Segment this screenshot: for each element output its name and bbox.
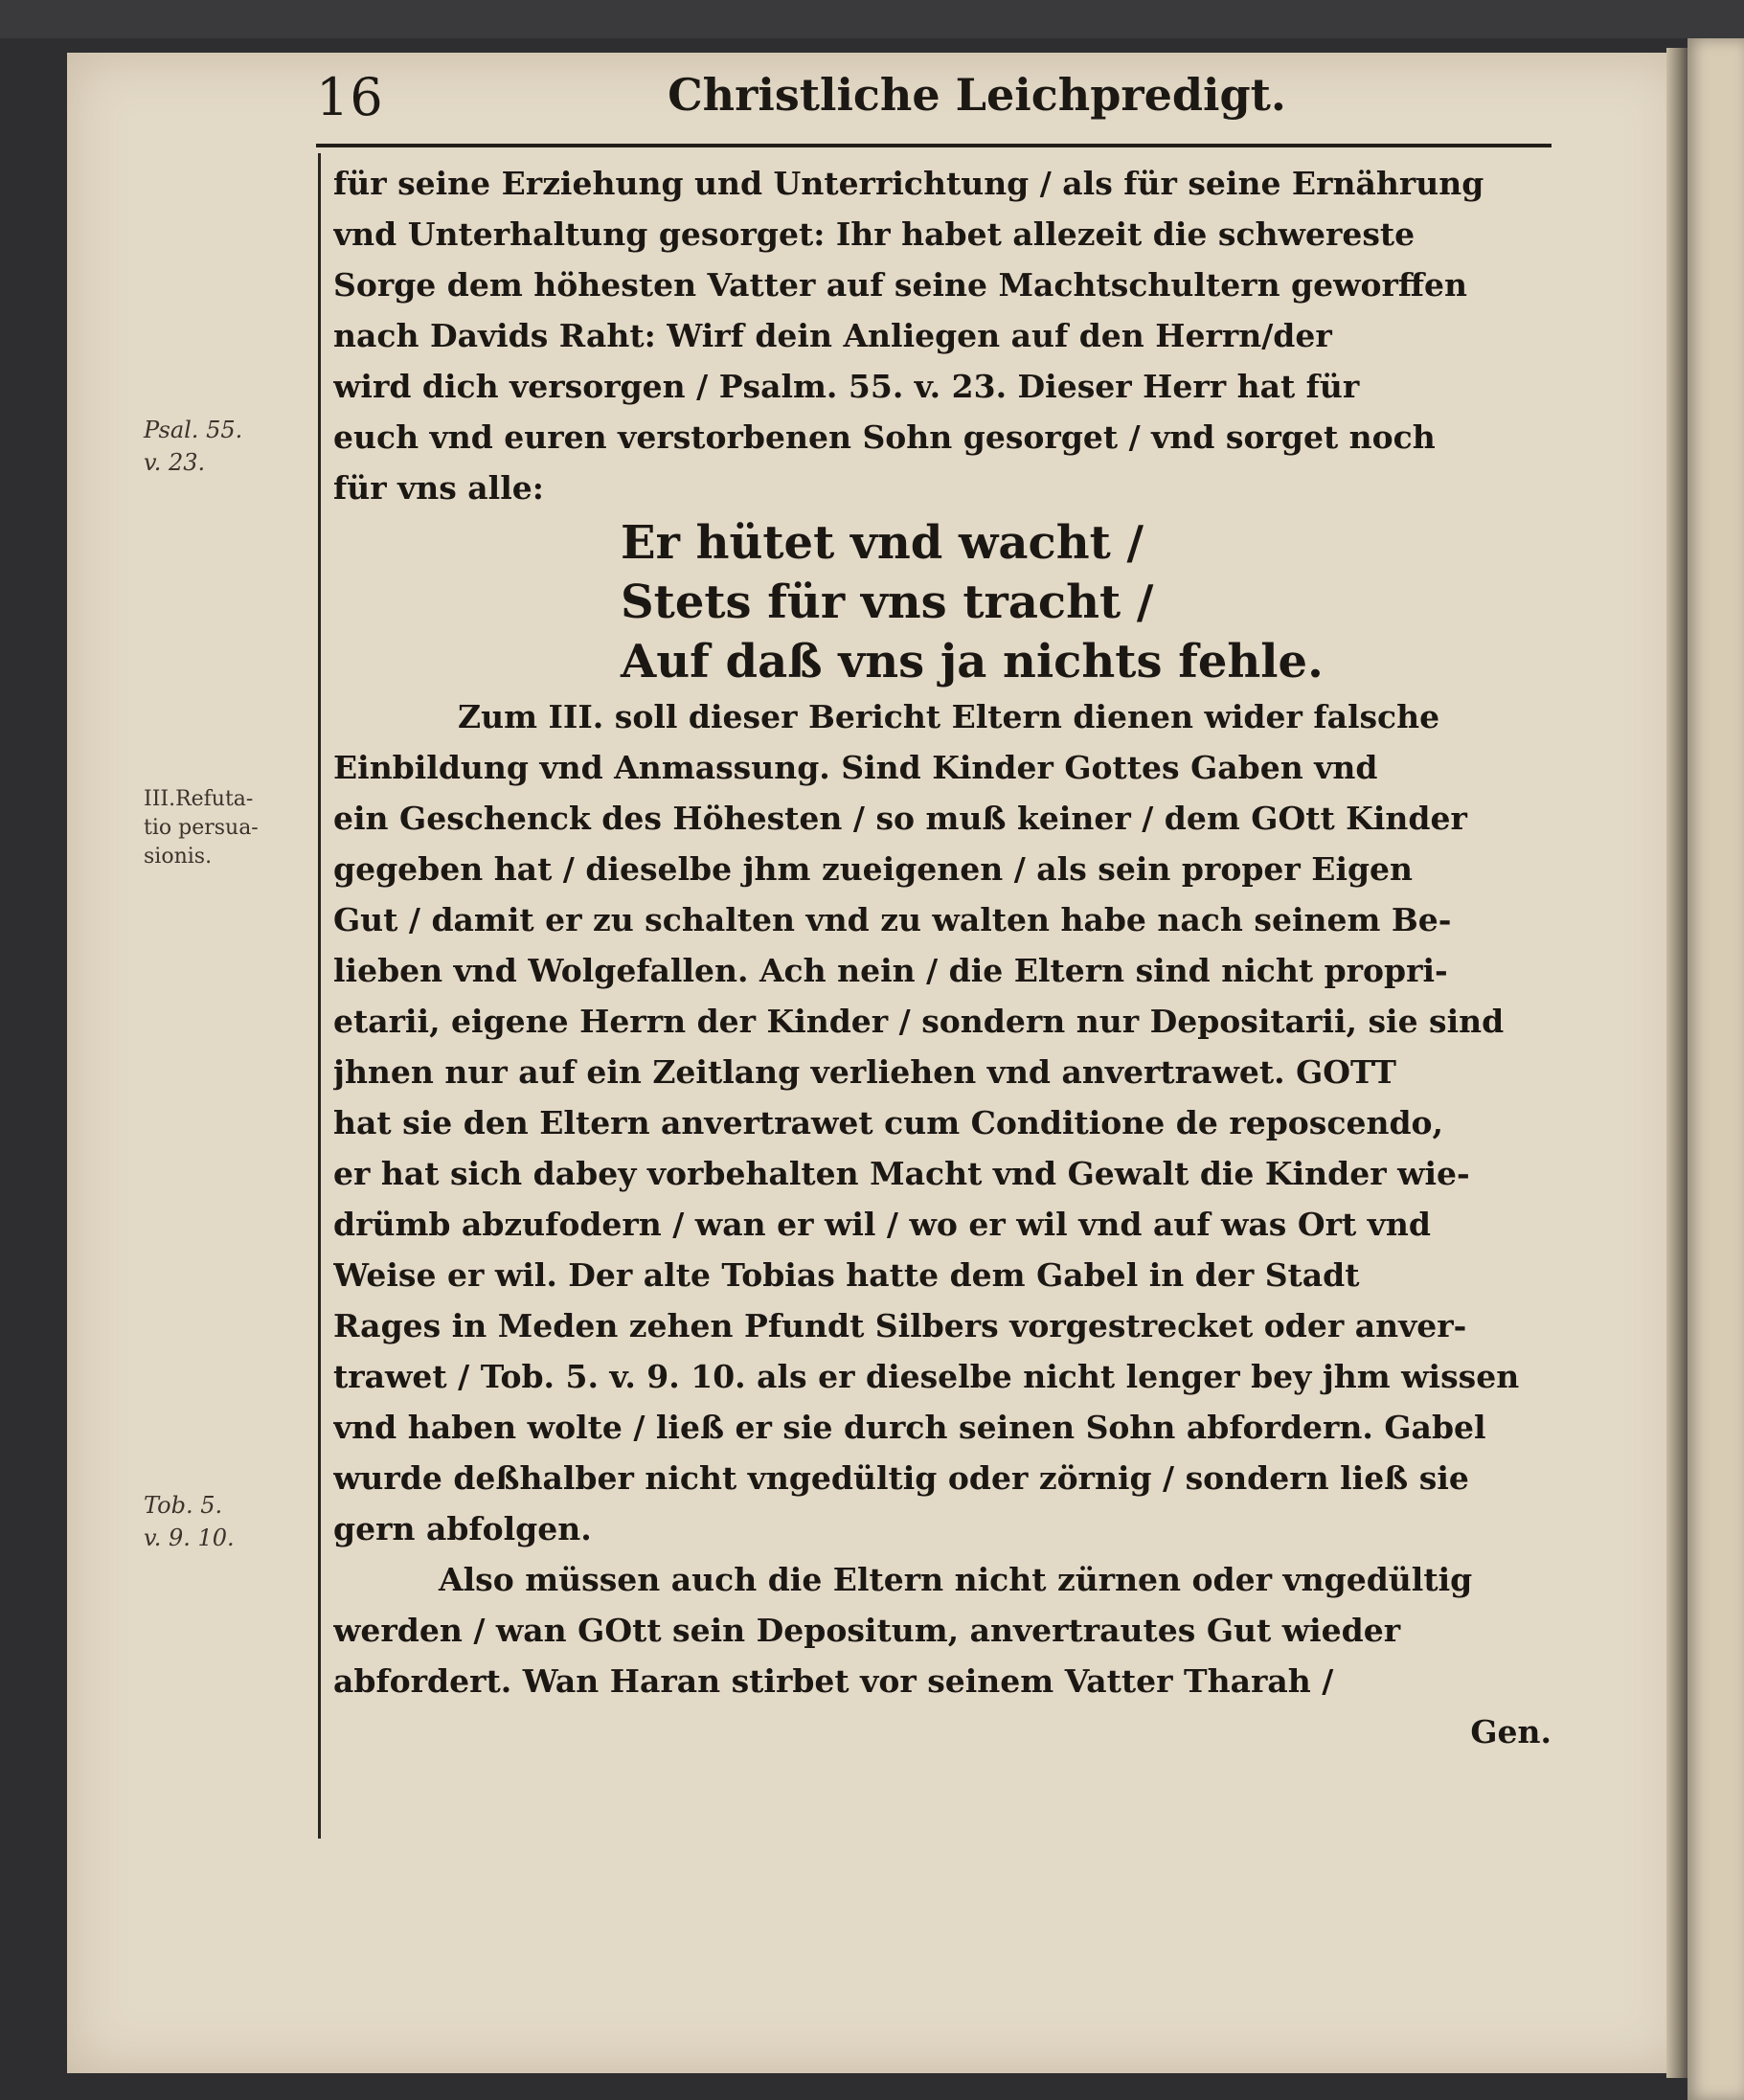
text-line: gern abfolgen. (333, 1510, 592, 1547)
marginal-note-refutatio (144, 785, 278, 871)
text-line: jhnen nur auf ein Zeitlang verliehen vnd anvertrawet. GOTT (333, 1053, 1396, 1091)
verse-line: Er hütet vnd wacht / (621, 516, 1144, 570)
text-line: wird dich versorgen / Psalm. 55. v. 23. Dieser Herr hat für (333, 368, 1360, 405)
catchword: Gen. (1470, 1713, 1551, 1750)
verse-line: Stets für vns tracht / (621, 576, 1154, 629)
running-title: Christliche Leichpredigt. (668, 69, 1286, 121)
marginal-note-psalm (144, 414, 278, 479)
text-line: drümb abzufodern / wan er wil / wo er wil vnd auf was Ort vnd (333, 1206, 1431, 1243)
text-line: Zum III. soll dieser Bericht Eltern dienen wider falsche (458, 698, 1440, 735)
text-line: trawet / Tob. 5. v. 9. 10. als er dieselbe nicht lenger bey jhm wissen (333, 1358, 1520, 1395)
marginal-line: III.Refuta- (144, 787, 254, 811)
verse-line: Auf daß vns ja nichts fehle. (621, 635, 1324, 689)
text-line: vnd Unterhaltung gesorget: Ihr habet allezeit die schwereste (333, 215, 1416, 253)
text-line: abfordert. Wan Haran stirbet vor seinem Vatter Tharah / (333, 1662, 1334, 1700)
body-text (333, 158, 1551, 1757)
text-line: werden / wan GOtt sein Depositum, anvertrautes Gut wieder (333, 1612, 1401, 1649)
text-line: Weise er wil. Der alte Tobias hatte dem Gabel in der Stadt (333, 1256, 1360, 1294)
text-line: Also müssen auch die Eltern nicht zürnen oder vngedültig (439, 1561, 1473, 1598)
board-edge (0, 0, 1744, 38)
marginal-line: Psal. 55. (144, 417, 243, 443)
text-line: für vns alle: (333, 469, 544, 507)
text-line: er hat sich dabey vorbehalten Macht vnd Gewalt die Kinder wie- (333, 1155, 1470, 1192)
page-gutter (1666, 48, 1687, 2078)
margin-rule (318, 153, 321, 1839)
text-line: ein Geschenck des Höhesten / so muß keiner / dem GOtt Kinder (333, 800, 1467, 837)
text-line: gegeben hat / dieselbe jhm zueigenen / als sein proper Eigen (333, 850, 1414, 888)
text-line: vnd haben wolte / ließ er sie durch seinen Sohn abfordern. Gabel (333, 1409, 1486, 1446)
text-line: Gut / damit er zu schalten vnd zu walten habe nach seinem Be- (333, 901, 1452, 938)
text-line: für seine Erziehung und Unterrichtung / als für seine Ernährung (333, 165, 1484, 202)
marginal-line: tio persua- (144, 816, 259, 840)
text-line: euch vnd euren verstorbenen Sohn gesorget / vnd sorget noch (333, 418, 1436, 456)
text-line: Rages in Meden zehen Pfundt Silbers vorgestrecket oder anver- (333, 1307, 1467, 1344)
marginal-note-tobias (144, 1489, 278, 1554)
page-header (316, 67, 1551, 144)
text-line: etarii, eigene Herrn der Kinder / sondern nur Depositarii, sie sind (333, 1003, 1505, 1040)
text-line: lieben vnd Wolgefallen. Ach nein / die Eltern sind nicht propri- (333, 952, 1448, 989)
text-line: Sorge dem höhesten Vatter auf seine Machtschultern geworffen (333, 266, 1468, 304)
marginal-line: sionis. (144, 845, 213, 869)
marginal-line: v. 23. (144, 449, 206, 476)
text-line: hat sie den Eltern anvertrawet cum Conditione de reposcendo, (333, 1104, 1444, 1141)
text-line: wurde deßhalber nicht vngedültig oder zörnig / sondern ließ sie (333, 1459, 1469, 1497)
text-line: Einbildung vnd Anmassung. Sind Kinder Gottes Gaben vnd (333, 749, 1378, 786)
page-number: 16 (316, 67, 384, 127)
marginal-line: v. 9. 10. (144, 1524, 235, 1551)
facing-page-edge (1687, 38, 1744, 2100)
text-line: nach Davids Raht: Wirf dein Anliegen auf den Herrn/der (333, 317, 1332, 354)
header-rule (316, 144, 1551, 147)
marginal-line: Tob. 5. (144, 1492, 223, 1519)
